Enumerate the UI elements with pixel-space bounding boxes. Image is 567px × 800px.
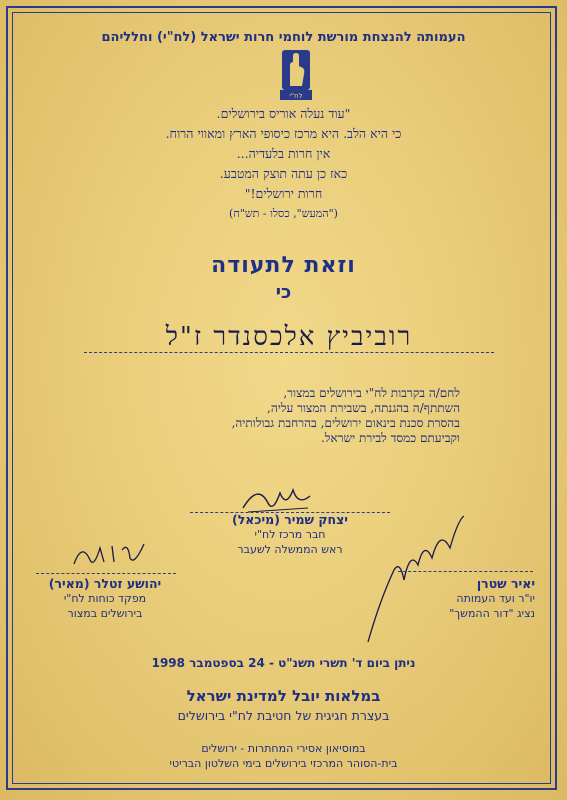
body-line: בהסרת סכנת בינאום ירושלים, בהרחבת גבולותיה, bbox=[231, 416, 460, 430]
venue-line: בית-הסוהר המרכזי בירושלים בימי השלטון הבריטי bbox=[169, 757, 398, 770]
signatory-name: יצחק שמיר (מיכאל) bbox=[232, 512, 348, 527]
signatory-role: מפקד כוחות לח"י bbox=[63, 592, 147, 605]
signatory-name: יאיר שטרן bbox=[476, 576, 535, 591]
certificate-body bbox=[180, 386, 460, 446]
poem-line: חרות ירושלים!" bbox=[244, 186, 323, 201]
signatory-right bbox=[395, 576, 535, 621]
body-line: השתתף/ה בהגנתה, בשבירת המצור עליה, bbox=[267, 401, 460, 415]
emblem-label: לח"י bbox=[289, 92, 303, 100]
signatory-role: יו"ר ועד העמותה bbox=[456, 592, 535, 605]
lehi-emblem-icon bbox=[278, 48, 314, 104]
certificate-title: וזאת לתעודה bbox=[211, 253, 356, 278]
certificate-ki: כי bbox=[275, 282, 292, 303]
poem-line: כי היא הלב. היא מרכז כיסופי הארץ ומאווי הרוח. bbox=[165, 126, 402, 141]
issue-date: ניתן ביום ד' תשרי תשנ"ט - 24 בספטמבר 1998 bbox=[151, 656, 416, 670]
honoree-name-field bbox=[84, 322, 494, 356]
body-line: לחם/ה בקרבות לח"י בירושלים במצור, bbox=[283, 386, 460, 400]
poem-line: אין חרות בלעדיה... bbox=[236, 146, 331, 161]
signatory-role: ראש הממשלה לשעבר bbox=[237, 543, 343, 556]
honoree-name: רוביביץ אלכסנדר ז"ל bbox=[165, 322, 413, 352]
organization-header: העמותה להנצחת מורשת לוחמי חרות ישראל (לח"י) וחלליהם bbox=[101, 30, 466, 45]
signatory-role: נציג "דור ההמשך" bbox=[449, 607, 535, 620]
venue-line: במוסיאון אסירי המחתרות - ירושלים bbox=[201, 742, 366, 755]
signature-zetler bbox=[64, 536, 154, 572]
signatory-role: חבר מרכז לח"י bbox=[254, 528, 326, 541]
body-line: וקביעתם כמסד לבירת ישראל. bbox=[321, 431, 460, 445]
poem-line: כאז כן עתה תוצק המטבע. bbox=[219, 166, 348, 181]
signatory-left bbox=[30, 576, 180, 621]
poem-line: "עוד נעלה אוריס בירושלים. bbox=[216, 106, 351, 121]
poem-block bbox=[0, 104, 567, 224]
jubilee-line: במלאות יובל למדינת ישראל bbox=[186, 687, 381, 705]
venue-block bbox=[0, 741, 567, 771]
signature-line-left bbox=[36, 573, 176, 574]
signature-line-right bbox=[398, 571, 533, 572]
event-line: בעצרת חגיגית של חטיבת לח"י בירושלים bbox=[177, 708, 390, 723]
name-dotted-line bbox=[84, 352, 494, 353]
signatory-name: יהושע זטלר (מאיר) bbox=[48, 576, 162, 591]
poem-source: ("המעש", כסלו - תש"ח) bbox=[229, 207, 338, 220]
signatory-role: בירושלים במצור bbox=[67, 607, 143, 620]
